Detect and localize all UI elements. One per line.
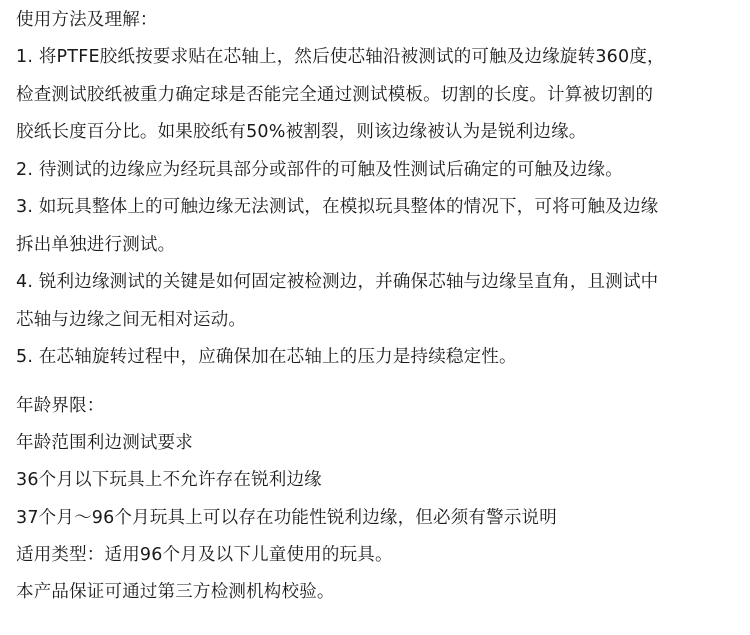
- usage-line-6: 拆出单独进行测试。: [16, 235, 176, 255]
- usage-line-2: 检查测试胶纸被重力确定球是否能完全通过测试模板。切割的长度。计算被切割的: [16, 85, 654, 105]
- usage-line-9: 5. 在芯轴旋转过程中，应确保加在芯轴上的压力是持续稳定性。: [16, 347, 517, 367]
- usage-line-8: 芯轴与边缘之间无相对运动。: [16, 310, 247, 330]
- usage-line-5: 3. 如玩具整体上的可触边缘无法测试，在模拟玩具整体的情况下，可将可触及边缘: [16, 197, 659, 217]
- age-line-5: 本产品保证可通过第三方检测机构校验。: [16, 582, 335, 602]
- age-line-1: 年龄范围利边测试要求: [16, 433, 193, 453]
- age-heading: 年龄界限：: [16, 396, 105, 416]
- usage-line-4: 2. 待测试的边缘应为经玩具部分或部件的可触及性测试后确定的可触及边缘。: [16, 160, 623, 180]
- usage-line-3: 胶纸长度百分比。如果胶纸有50%被割裂，则该边缘被认为是锐利边缘。: [16, 122, 587, 142]
- age-line-3: 37个月～96个月玩具上可以存在功能性锐利边缘，但必须有警示说明: [16, 508, 557, 528]
- usage-line-1: 1. 将PTFE胶纸按要求贴在芯轴上，然后使芯轴沿被测试的可触及边缘旋转360度，: [16, 47, 665, 67]
- usage-heading: 使用方法及理解：: [16, 10, 158, 30]
- age-line-2: 36个月以下玩具上不允许存在锐利边缘: [16, 470, 322, 490]
- age-line-4: 适用类型：适用96个月及以下儿童使用的玩具。: [16, 545, 393, 565]
- usage-line-7: 4. 锐利边缘测试的关键是如何固定被检测边，并确保芯轴与边缘呈直角，且测试中: [16, 272, 659, 292]
